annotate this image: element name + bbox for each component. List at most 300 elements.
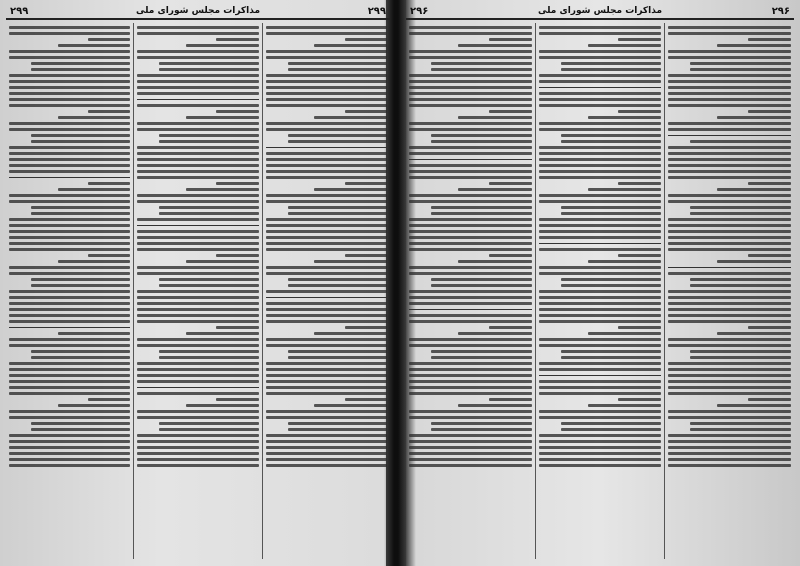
text-line [31,356,130,359]
text-line [159,140,258,143]
text-line [668,440,791,443]
text-line [137,362,258,365]
text-line [137,308,258,311]
text-line [668,50,791,53]
text-line [266,380,387,383]
text-line [9,302,130,305]
text-line [137,242,258,245]
text-line [31,350,130,353]
text-line [668,452,791,455]
text-line [409,338,532,341]
text-line [58,188,131,191]
text-line [266,122,387,125]
text-line [9,164,130,167]
text-line [539,464,662,467]
text-line [539,416,662,419]
text-line [266,434,387,437]
column-rule [9,327,130,328]
text-line [409,458,532,461]
text-line [539,92,662,95]
text-line [288,356,387,359]
text-line [539,320,662,323]
text-line [137,92,258,95]
text-line [31,206,130,209]
text-line [748,110,791,113]
text-line [137,344,258,347]
text-line [489,38,532,41]
text-line [159,356,258,359]
text-line [431,134,532,137]
text-line [137,56,258,59]
text-line [458,116,532,119]
text-line [409,344,532,347]
column-rule [137,99,258,100]
text-line [539,308,662,311]
text-line [409,50,532,53]
text-line [266,152,387,155]
text-line [266,248,387,251]
text-line [668,158,791,161]
text-line [186,188,259,191]
text-line [159,278,258,281]
text-line [668,236,791,239]
text-line [561,62,662,65]
text-line [561,350,662,353]
text-line [9,146,130,149]
text-line [409,446,532,449]
text-line [539,164,662,167]
text-line [9,386,130,389]
text-line [288,68,387,71]
text-line [539,302,662,305]
text-line [668,122,791,125]
text-line [409,152,532,155]
column-rule [539,87,662,88]
text-line [539,440,662,443]
text-line [137,368,258,371]
text-line [668,92,791,95]
column-rule [668,135,791,136]
text-line [539,194,662,197]
column-rule [539,375,662,376]
text-line [137,200,258,203]
text-line [288,428,387,431]
text-line [409,80,532,83]
text-line [266,410,387,413]
text-line [137,410,258,413]
text-line [409,374,532,377]
text-line [618,182,661,185]
text-line [431,356,532,359]
right-page [406,4,794,560]
text-line [216,398,258,401]
text-line [58,116,131,119]
text-line [9,320,130,323]
text-line [409,170,532,173]
text-line [539,152,662,155]
text-line [409,98,532,101]
text-line [31,134,130,137]
text-line [668,230,791,233]
text-line [31,68,130,71]
text-line [539,386,662,389]
text-line [266,464,387,467]
text-line [561,212,662,215]
text-line [668,86,791,89]
text-line [9,230,130,233]
text-line [539,368,662,371]
text-line [9,446,130,449]
left-page [6,4,390,560]
text-line [539,26,662,29]
text-line [9,98,130,101]
text-line [9,248,130,251]
text-line [668,374,791,377]
text-line [668,416,791,419]
text-line [9,128,130,131]
text-line [668,392,791,395]
column-rule [668,267,791,268]
text-line [137,458,258,461]
text-line [9,152,130,155]
text-line [9,266,130,269]
text-line [137,380,258,383]
text-line [539,98,662,101]
text-line [431,140,532,143]
text-line [266,26,387,29]
text-line [137,128,258,131]
text-line [748,326,791,329]
text-line [717,260,791,263]
text-line [561,206,662,209]
text-line [539,458,662,461]
text-line [409,146,532,149]
text-line [186,116,259,119]
text-line [561,134,662,137]
left-page-number: ۲۹۹ [367,5,386,17]
text-line [668,296,791,299]
text-line [137,446,258,449]
text-line [489,398,532,401]
text-line [409,368,532,371]
text-line [88,398,130,401]
text-line [409,320,532,323]
text-line [668,74,791,77]
text-line [137,230,258,233]
text-line [266,32,387,35]
text-line [9,314,130,317]
text-line [561,140,662,143]
text-line [159,212,258,215]
text-line [668,218,791,221]
right-col-2 [535,23,665,559]
text-line [159,68,258,71]
text-line [539,176,662,179]
text-line [288,140,387,143]
text-line [88,110,130,113]
text-line [409,386,532,389]
text-line [668,434,791,437]
text-line [561,356,662,359]
text-line [539,392,662,395]
text-line [539,158,662,161]
text-line [561,278,662,281]
text-line [266,164,387,167]
text-line [668,200,791,203]
text-line [186,404,259,407]
text-line [137,176,258,179]
text-line [409,26,532,29]
text-line [539,80,662,83]
text-line [409,302,532,305]
text-line [288,212,387,215]
text-line [137,146,258,149]
text-line [668,446,791,449]
text-line [314,404,387,407]
text-line [88,182,130,185]
text-line [31,428,130,431]
right-col-3 [406,23,535,559]
text-line [690,422,791,425]
text-line [137,416,258,419]
text-line [266,362,387,365]
right-col-1 [664,23,794,559]
text-line [539,344,662,347]
text-line [9,242,130,245]
text-line [409,416,532,419]
text-line [690,350,791,353]
text-line [409,218,532,221]
text-line [409,410,532,413]
column-rule [539,243,662,244]
text-line [137,320,258,323]
text-line [266,392,387,395]
text-line [409,248,532,251]
text-line [668,26,791,29]
text-line [137,392,258,395]
text-line [266,230,387,233]
text-line [9,200,130,203]
text-line [266,320,387,323]
right-page-header [406,4,794,20]
text-line [717,332,791,335]
text-line [539,362,662,365]
text-line [668,128,791,131]
text-line [9,434,130,437]
text-line [539,266,662,269]
text-line [137,434,258,437]
text-line [137,296,258,299]
text-line [288,350,387,353]
text-line [539,446,662,449]
text-line [668,248,791,251]
text-line [409,362,532,365]
text-line [668,80,791,83]
text-line [288,134,387,137]
text-line [9,92,130,95]
text-line [137,218,258,221]
text-line [9,344,130,347]
text-line [668,290,791,293]
text-line [9,224,130,227]
text-line [9,32,130,35]
text-line [668,308,791,311]
right-page-number-2: ۲۹۶ [410,5,429,17]
text-line [409,380,532,383]
text-line [137,374,258,377]
text-line [266,302,387,305]
text-line [137,164,258,167]
text-line [266,104,387,107]
text-line [561,422,662,425]
text-line [409,464,532,467]
text-line [458,332,532,335]
text-line [431,278,532,281]
text-line [748,38,791,41]
left-page-columns [6,23,390,559]
text-line [9,122,130,125]
text-line [668,224,791,227]
text-line [9,194,130,197]
text-line [690,284,791,287]
text-line [668,152,791,155]
text-line [431,422,532,425]
text-line [409,290,532,293]
text-line [216,110,258,113]
text-line [668,56,791,59]
left-page-number-2: ۲۹۹ [10,5,29,17]
text-line [539,314,662,317]
text-line [668,98,791,101]
text-line [668,194,791,197]
text-line [288,284,387,287]
text-line [409,122,532,125]
text-line [539,224,662,227]
text-line [409,452,532,455]
text-line [266,290,387,293]
text-line [266,272,387,275]
text-line [88,254,130,257]
text-line [539,56,662,59]
text-line [539,200,662,203]
text-line [539,74,662,77]
text-line [345,110,387,113]
text-line [159,422,258,425]
text-line [266,218,387,221]
text-line [9,272,130,275]
text-line [539,122,662,125]
text-line [539,50,662,53]
text-line [458,188,532,191]
text-line [588,188,662,191]
text-line [137,236,258,239]
text-line [186,332,259,335]
text-line [431,350,532,353]
text-line [9,86,130,89]
text-line [409,242,532,245]
text-line [266,446,387,449]
text-line [216,254,258,257]
text-line [539,230,662,233]
text-line [58,332,131,335]
text-line [266,224,387,227]
text-line [9,80,130,83]
text-line [668,170,791,173]
text-line [668,302,791,305]
text-line [489,110,532,113]
text-line [137,158,258,161]
text-line [588,404,662,407]
text-line [266,158,387,161]
text-line [9,464,130,467]
text-line [137,338,258,341]
text-line [159,206,258,209]
text-line [717,116,791,119]
text-line [717,188,791,191]
text-line [137,152,258,155]
text-line [539,290,662,293]
text-line [266,170,387,173]
text-line [216,182,258,185]
text-line [618,326,661,329]
text-line [9,392,130,395]
text-line [345,254,387,257]
column-rule [266,297,387,298]
text-line [137,122,258,125]
text-line [288,62,387,65]
text-line [668,146,791,149]
text-line [137,194,258,197]
text-line [314,332,387,335]
text-line [159,428,258,431]
text-line [9,296,130,299]
text-line [539,248,662,251]
text-line [409,56,532,59]
text-line [345,326,387,329]
column-rule [137,225,258,226]
text-line [668,338,791,341]
text-line [31,62,130,65]
text-line [9,440,130,443]
column-rule [409,159,532,160]
text-line [9,74,130,77]
text-line [266,266,387,269]
text-line [409,74,532,77]
text-line [137,50,258,53]
text-line [668,410,791,413]
text-line [458,404,532,407]
text-line [314,188,387,191]
text-line [668,164,791,167]
text-line [137,266,258,269]
text-line [539,338,662,341]
right-page-number: ۲۹۶ [771,5,790,17]
text-line [539,146,662,149]
text-line [314,44,387,47]
text-line [88,38,130,41]
text-line [159,350,258,353]
text-line [588,260,662,263]
text-line [458,260,532,263]
text-line [137,302,258,305]
text-line [9,368,130,371]
left-col-3 [6,23,133,559]
text-line [31,278,130,281]
text-line [9,290,130,293]
text-line [588,332,662,335]
text-line [748,254,791,257]
text-line [266,416,387,419]
